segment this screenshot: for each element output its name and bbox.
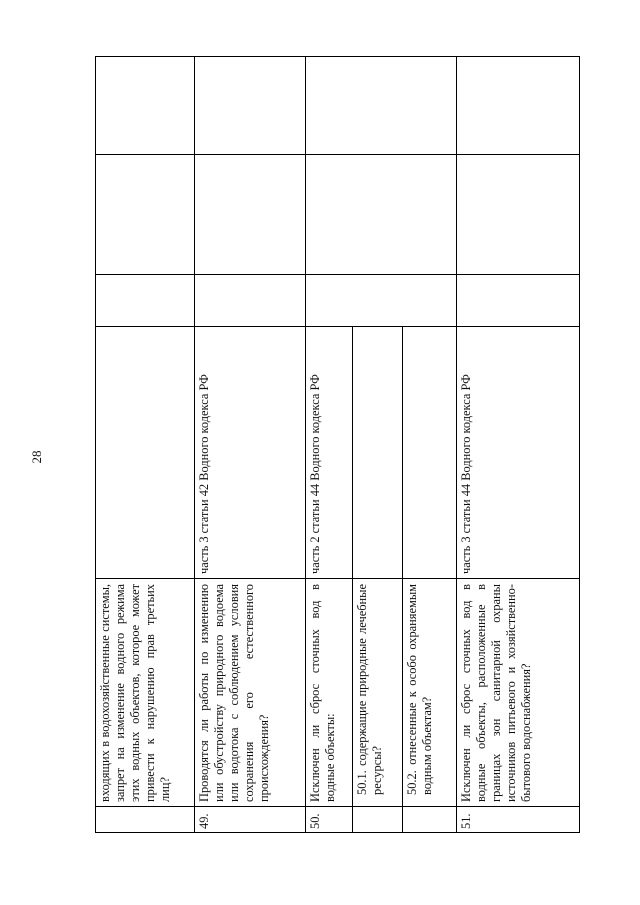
reference-cell: часть 2 статьи 44 Водного кодекса РФ (308, 374, 322, 574)
row-border (579, 56, 580, 833)
question-cell: Проводятся ли работы по изменению или обустройству природного водоема или водотока с соблюдением условия сохранения его естественного происхождения? (197, 584, 271, 802)
subitem-cell: 50.2. отнесенные к особо охраняемым водным объектам? (405, 584, 434, 795)
question-cell: Исключен ли сброс сточных вод в водные объекты: (308, 584, 337, 802)
col-border (95, 274, 580, 275)
col-border (95, 56, 580, 57)
row-number: 50. (308, 813, 322, 829)
reference-cell: часть 3 статьи 44 Водного кодекса РФ (459, 374, 473, 574)
reference-cell: часть 3 статьи 42 Водного кодекса РФ (197, 374, 211, 574)
col-border (95, 154, 580, 155)
question-cell: входящих в водохозяйственные системы, запрет на изменение водного режима этих водных объектов, которое может привести к нарушению прав третьих лиц? (98, 584, 172, 802)
page-number: 28 (29, 450, 44, 464)
question-cell: Исключен ли сброс сточных вод в водные объекты, расположенные в границах зон санитарной охраны источников питьевого и хозяйственно-бытового водоснабжения? (459, 584, 533, 802)
row-number: 51. (459, 813, 473, 829)
checklist-table-container (95, 56, 580, 833)
checklist-table (95, 56, 580, 833)
reference-cell (95, 327, 194, 579)
subitem-cell: 50.1. содержащие природные лечебные ресурсы? (355, 584, 384, 795)
row-number (95, 807, 194, 833)
row-number: 49. (197, 813, 211, 829)
